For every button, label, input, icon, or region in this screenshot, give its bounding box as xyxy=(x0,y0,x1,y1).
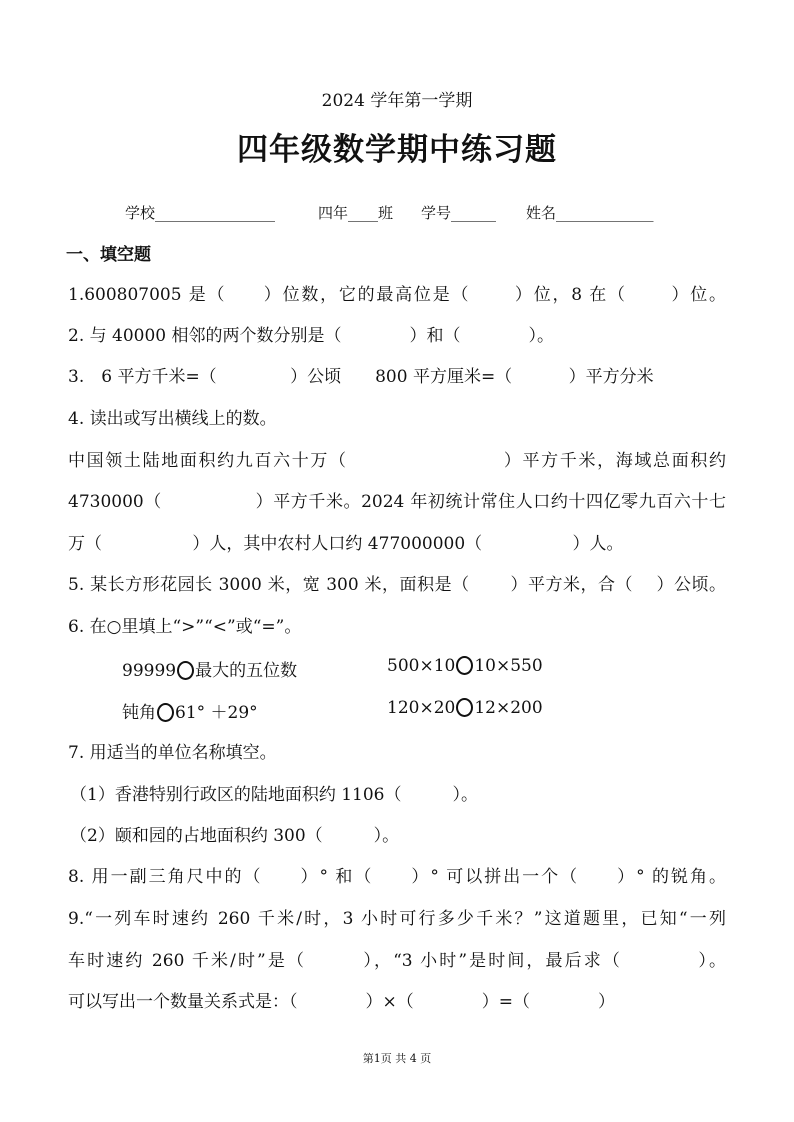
question-5: 5. 某长方形花园长 3000 米，宽 300 米，面积是（ ）平方米，合（ ）公顷。 xyxy=(68,575,726,595)
blank-circle-icon[interactable] xyxy=(157,703,174,722)
comparison-d-right: 12×200 xyxy=(474,698,543,718)
comparison-b-right: 10×550 xyxy=(474,656,543,676)
student-number-field: 学号______ xyxy=(421,204,497,222)
section-heading: 一、填空题 xyxy=(66,245,151,265)
comparison-c-left: 钝角 xyxy=(122,703,156,723)
comparison-a xyxy=(122,656,297,681)
comparison-c xyxy=(122,698,258,723)
question-3: 3. 6 平方千米=（ ）公顷 800 平方厘米=（ ）平方分米 xyxy=(68,367,654,387)
comparison-b-left: 500×10 xyxy=(387,656,456,676)
question-4: 4. 读出或写出横线上的数。 xyxy=(68,409,277,429)
blank-circle-icon[interactable] xyxy=(177,661,194,680)
question-6: 6. 在○里填上“>”“<”或“=”。 xyxy=(68,617,302,637)
question-2: 2. 与 40000 相邻的两个数分别是（ ）和（ ）。 xyxy=(68,326,555,346)
question-9-line-1: 9.“一列车时速约 260 千米/时，3 小时可行多少千米？”这道题里，已知“一列 xyxy=(68,909,726,929)
comparison-d xyxy=(387,698,543,718)
question-1: 1.600807005 是（ ）位数，它的最高位是（ ）位，8 在（ ）位。 xyxy=(68,285,726,305)
question-9-line-3: 可以写出一个数量关系式是：（ ）×（ ）=（ ） xyxy=(68,992,615,1012)
blank-circle-icon[interactable] xyxy=(456,656,473,675)
comparison-a-right: 最大的五位数 xyxy=(195,661,298,681)
page-footer: 第1页 共 4 页 xyxy=(362,1052,432,1065)
question-7-2: （2）颐和园的占地面积约 300（ ）。 xyxy=(70,826,400,846)
class-field: 四年____班 xyxy=(318,204,394,222)
name-field: 姓名_____________ xyxy=(526,204,654,222)
question-9-line-2: 车时速约 260 千米/时”是（ ），“3 小时”是时间，最后求（ ）。 xyxy=(68,951,726,971)
term-subtitle: 2024 学年第一学期 xyxy=(321,91,473,111)
comparison-b xyxy=(387,656,543,676)
comparison-a-left: 99999 xyxy=(122,661,177,681)
question-8: 8. 用一副三角尺中的（ ）° 和（ ）° 可以拼出一个（ ）° 的锐角。 xyxy=(68,867,726,887)
blank-circle-icon[interactable] xyxy=(456,698,473,717)
school-field: 学校________________ xyxy=(125,204,276,222)
comparison-c-right: 61° ＋29° xyxy=(175,703,258,723)
question-4-line-2: 4730000（ ）平方千米。2024 年初统计常住人口约十四亿零九百六十七 xyxy=(68,492,726,512)
question-7: 7. 用适当的单位名称填空。 xyxy=(68,743,277,763)
question-4-line-1: 中国领土陆地面积约九百六十万（ ）平方千米，海域总面积约 xyxy=(68,451,726,471)
comparison-d-left: 120×20 xyxy=(387,698,456,718)
question-4-line-3: 万（ ）人，其中农村人口约 477000000（ ）人。 xyxy=(68,534,624,554)
page-title: 四年级数学期中练习题 xyxy=(237,132,557,168)
question-7-1: （1）香港特别行政区的陆地面积约 1106（ ）。 xyxy=(70,785,478,805)
